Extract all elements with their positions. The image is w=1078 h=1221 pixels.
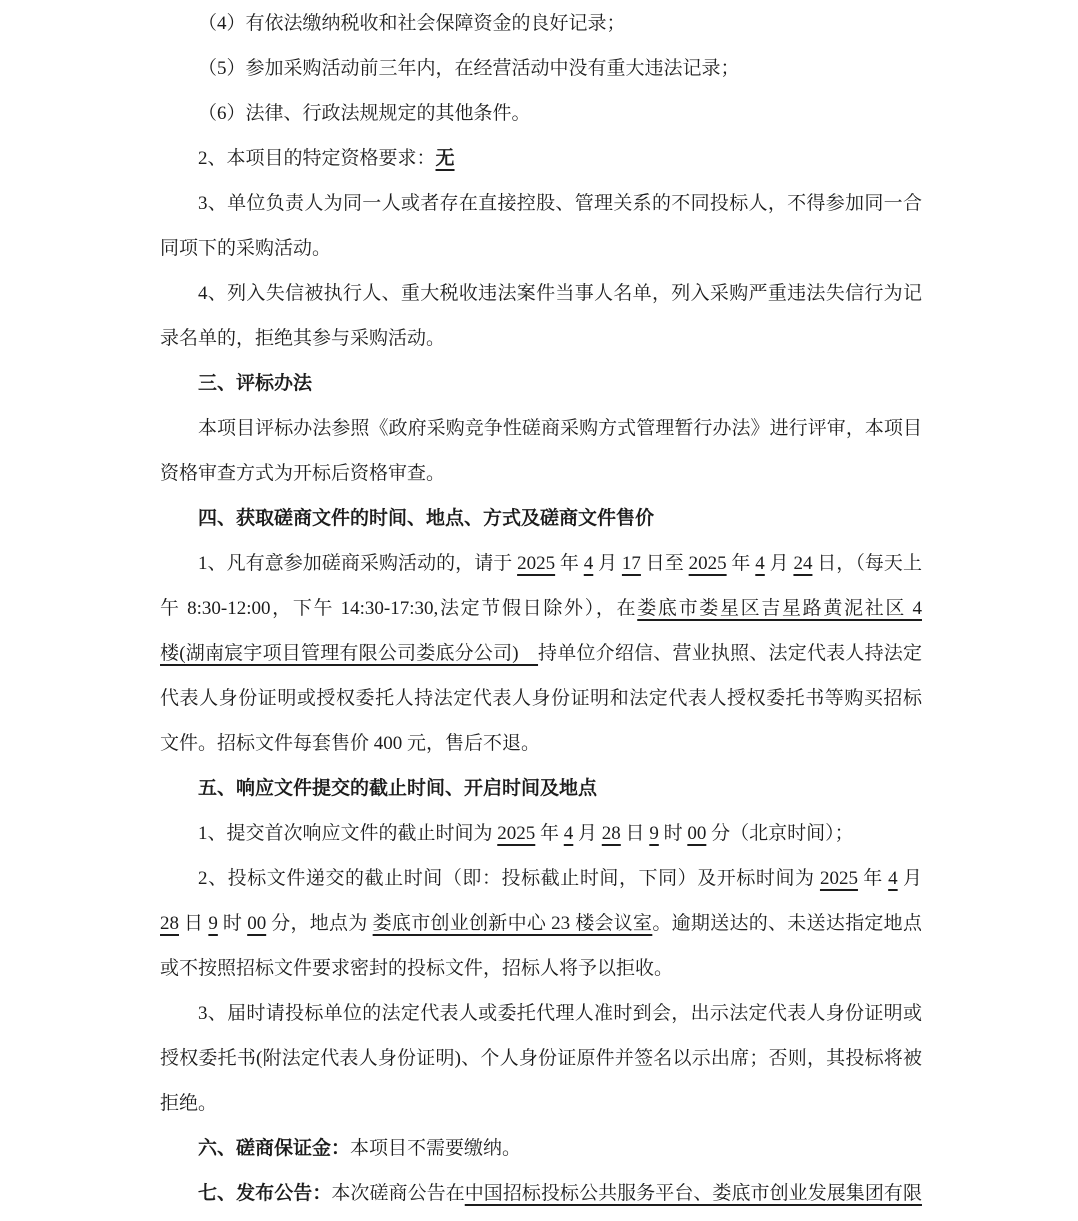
text-run: 时: [217, 913, 248, 934]
underlined-text-run: 4: [563, 823, 574, 844]
text-run: 分，地点为: [266, 913, 373, 934]
text-run: （4）有依法缴纳税收和社会保障资金的良好记录；: [198, 13, 626, 34]
text-line: [160, 316, 922, 361]
text-line: [160, 811, 922, 856]
text-run: 1、提交首次响应文件的截止时间为: [198, 823, 498, 844]
text-line: [160, 676, 922, 721]
document-content: [160, 1, 922, 1216]
text-line: [160, 586, 922, 631]
bold-text-run: 七、发布公告：: [198, 1183, 332, 1204]
underlined-text-run: 娄底市创业创新中心 23 楼会议室: [372, 913, 653, 934]
text-run: 年: [857, 868, 889, 889]
text-line: [160, 721, 922, 766]
text-run: 分（北京时间）；: [706, 823, 854, 844]
underlined-text-run: 28: [601, 823, 621, 844]
text-run: 资格审查方式为开标后资格审查。: [160, 463, 446, 484]
text-line: [160, 91, 922, 136]
text-run: 文件。招标文件每套售价 400 元，售后不退。: [160, 733, 541, 754]
text-run: 或不按照招标文件要求密封的投标文件，招标人将予以拒收。: [160, 958, 674, 979]
text-run: （5）参加采购活动前三年内，在经营活动中没有重大违法记录；: [198, 58, 740, 79]
text-run: 月: [764, 553, 794, 574]
text-line: [160, 1126, 922, 1171]
text-run: 授权委托书(附法定代表人身份证明)、个人身份证原件并签名以示出席；否则，其投标将被: [160, 1048, 922, 1069]
text-line: [160, 181, 922, 226]
text-run: （6）法律、行政法规规定的其他条件。: [198, 103, 531, 124]
text-line: [160, 541, 922, 586]
underlined-text-run: 00: [247, 913, 267, 934]
underlined-text-run: 2025: [517, 553, 556, 574]
text-run: 月: [593, 553, 622, 574]
text-line: [160, 946, 922, 991]
text-run: 持单位介绍信、营业执照、法定代表人持法定: [538, 643, 922, 664]
text-run: 日: [620, 823, 650, 844]
text-run: 日: [179, 913, 209, 934]
text-run: 日至: [640, 553, 689, 574]
text-run: 午 8:30-12:00，下午 14:30-17:30,法定节假日除外），在: [160, 598, 638, 619]
text-line: [160, 1036, 922, 1081]
text-run: 代表人身份证明或授权委托人持法定代表人身份证明和法定代表人授权委托书等购买招标: [160, 688, 922, 709]
text-run: 2、投标文件递交的截止时间（即：投标截止时间，下同）及开标时间为: [198, 868, 820, 889]
underlined-text-run: 4: [888, 868, 898, 889]
text-run: 3、届时请投标单位的法定代表人或委托代理人准时到会，出示法定代表人身份证明或: [198, 1003, 922, 1024]
text-run: 1、凡有意参加磋商采购活动的，请于: [198, 553, 518, 574]
text-run: 4、列入失信被执行人、重大税收违法案件当事人名单，列入采购严重违法失信行为记: [198, 283, 922, 304]
text-run: 本项目评标办法参照《政府采购竞争性磋商采购方式管理暂行办法》进行评审，本项目: [198, 418, 922, 439]
underlined-text-run: 4: [583, 553, 594, 574]
underlined-text-run: 楼(湖南宸宇项目管理有限公司娄底分公司): [160, 643, 539, 664]
text-line: [160, 46, 922, 91]
text-line: [160, 136, 922, 181]
text-line: [160, 856, 922, 901]
underlined-text-run: 28: [160, 913, 179, 934]
text-line: [160, 1, 922, 46]
text-run: 2、本项目的特定资格要求：: [198, 148, 436, 169]
text-run: 年: [726, 553, 756, 574]
bold-text-run: 三、评标办法: [198, 373, 313, 394]
underlined-text-run: 2025: [688, 553, 727, 574]
text-line: [160, 226, 922, 271]
text-line: [160, 1171, 922, 1216]
text-line: [160, 631, 922, 676]
text-run: 拒绝。: [160, 1093, 218, 1114]
text-run: 年: [555, 553, 584, 574]
text-run: 时: [658, 823, 688, 844]
section-heading: [160, 361, 922, 406]
text-line: [160, 406, 922, 451]
underlined-text-run: 4: [755, 553, 765, 574]
underlined-text-run: 中国招标投标公共服务平台、娄底市创业发展集团有限: [464, 1183, 922, 1204]
text-run: 本项目不需要缴纳。: [350, 1138, 522, 1159]
text-line: [160, 991, 922, 1036]
text-run: 年: [535, 823, 564, 844]
underlined-text-run: 娄底市娄星区吉星路黄泥社区 4: [637, 598, 922, 619]
text-line: [160, 271, 922, 316]
bold-text-run: 四、获取磋商文件的时间、地点、方式及磋商文件售价: [198, 508, 655, 529]
text-run: 录名单的，拒绝其参与采购活动。: [160, 328, 446, 349]
underlined-text-run: 00: [687, 823, 707, 844]
text-run: 本次磋商公告在: [331, 1183, 465, 1204]
underlined-text-run: 9: [208, 913, 218, 934]
text-run: 月: [897, 868, 922, 889]
underlined-text-run: 9: [649, 823, 659, 844]
section-heading: [160, 766, 922, 811]
section-heading: [160, 496, 922, 541]
text-run: 同项下的采购活动。: [160, 238, 332, 259]
bold-text-run: 六、磋商保证金：: [198, 1138, 351, 1159]
underlined-text-run: 17: [621, 553, 641, 574]
underlined-text-run: 2025: [819, 868, 858, 889]
text-line: [160, 451, 922, 496]
text-run: 日，（每天上: [812, 553, 922, 574]
underlined-text-run: 无: [435, 148, 455, 169]
underlined-text-run: 2025: [497, 823, 536, 844]
text-run: 。逾期送达的、未送达指定地点: [652, 913, 922, 934]
text-run: 月: [573, 823, 602, 844]
text-line: [160, 1081, 922, 1126]
underlined-text-run: 24: [793, 553, 813, 574]
bold-text-run: 五、响应文件提交的截止时间、开启时间及地点: [198, 778, 598, 799]
text-run: 3、单位负责人为同一人或者存在直接控股、管理关系的不同投标人，不得参加同一合: [198, 193, 922, 214]
text-line: [160, 901, 922, 946]
